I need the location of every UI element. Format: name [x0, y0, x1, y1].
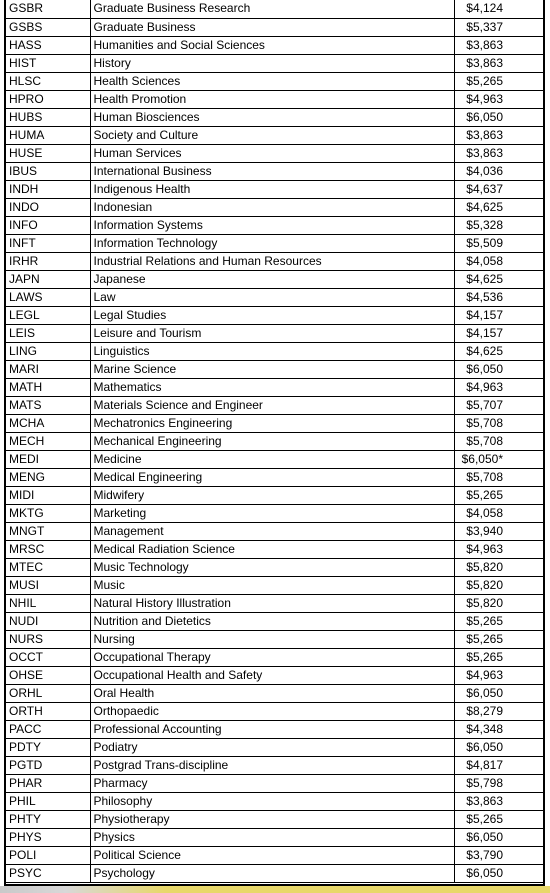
table-row [6, 468, 543, 486]
subject-code-cell: INDO [6, 198, 90, 216]
table-row [6, 846, 543, 864]
subject-code-cell: LEGL [6, 306, 90, 324]
subject-name-cell: Indigenous Health [90, 180, 454, 198]
fee-cell: $3,863 [454, 54, 543, 72]
table-row [6, 126, 543, 144]
table-row [6, 558, 543, 576]
fee-cell: $5,798 [454, 774, 543, 792]
table-row [6, 504, 543, 522]
subject-name-cell: Nutrition and Dietetics [90, 612, 454, 630]
subject-code-cell: PDTY [6, 738, 90, 756]
subject-code-cell: PHYS [6, 828, 90, 846]
fee-cell: $6,050 [454, 360, 543, 378]
subject-name-cell: Medical Engineering [90, 468, 454, 486]
table-row [6, 378, 543, 396]
subject-code-cell: GSBR [6, 0, 90, 18]
subject-code-cell: MEDI [6, 450, 90, 468]
subject-code-cell: MECH [6, 432, 90, 450]
subject-name-cell: Management [90, 522, 454, 540]
fee-cell: $5,265 [454, 486, 543, 504]
subject-name-cell: Psychology [90, 864, 454, 882]
subject-name-cell: Postgrad Trans-discipline [90, 756, 454, 774]
table-row [6, 810, 543, 828]
subject-name-cell: Occupational Therapy [90, 648, 454, 666]
fee-cell: $5,265 [454, 648, 543, 666]
subject-code-cell: LING [6, 342, 90, 360]
subject-name-cell: Podiatry [90, 738, 454, 756]
subject-code-cell: MUSI [6, 576, 90, 594]
subject-code-cell: MRSC [6, 540, 90, 558]
table-row [6, 198, 543, 216]
fee-cell: $4,963 [454, 90, 543, 108]
subject-code-cell: PACC [6, 720, 90, 738]
subject-code-cell: PHIL [6, 792, 90, 810]
fee-cell: $4,963 [454, 378, 543, 396]
fee-cell: $6,050 [454, 684, 543, 702]
subject-name-cell: Linguistics [90, 342, 454, 360]
subject-name-cell: Philosophy [90, 792, 454, 810]
table-row [6, 306, 543, 324]
fee-cell: $4,625 [454, 270, 543, 288]
subject-code-cell: MIDI [6, 486, 90, 504]
subject-code-cell: OCCT [6, 648, 90, 666]
subject-name-cell: Graduate Business [90, 18, 454, 36]
table-row [6, 108, 543, 126]
fee-cell: $4,157 [454, 324, 543, 342]
subject-name-cell: Marine Science [90, 360, 454, 378]
subject-name-cell: Human Services [90, 144, 454, 162]
subject-name-cell: Physiotherapy [90, 810, 454, 828]
table-row [6, 576, 543, 594]
subject-name-cell: Music Technology [90, 558, 454, 576]
subject-name-cell: History [90, 54, 454, 72]
subject-code-cell: NHIL [6, 594, 90, 612]
course-fee-table [6, 0, 543, 883]
table-row [6, 594, 543, 612]
table-row [6, 162, 543, 180]
table-row [6, 90, 543, 108]
fee-cell: $4,157 [454, 306, 543, 324]
subject-name-cell: Health Promotion [90, 90, 454, 108]
subject-name-cell: Nursing [90, 630, 454, 648]
subject-name-cell: Japanese [90, 270, 454, 288]
subject-code-cell: HUBS [6, 108, 90, 126]
table-row [6, 324, 543, 342]
table-row [6, 432, 543, 450]
subject-code-cell: HUMA [6, 126, 90, 144]
fee-cell: $3,863 [454, 792, 543, 810]
subject-name-cell: Indonesian [90, 198, 454, 216]
fee-cell: $3,790 [454, 846, 543, 864]
subject-code-cell: ORHL [6, 684, 90, 702]
subject-code-cell: PHTY [6, 810, 90, 828]
table-row [6, 36, 543, 54]
subject-code-cell: NUDI [6, 612, 90, 630]
fee-cell: $5,708 [454, 414, 543, 432]
table-row [6, 54, 543, 72]
subject-code-cell: ORTH [6, 702, 90, 720]
subject-name-cell: Professional Accounting [90, 720, 454, 738]
fee-table-container [4, 0, 545, 886]
subject-name-cell: Information Technology [90, 234, 454, 252]
fee-cell: $5,820 [454, 558, 543, 576]
subject-code-cell: JAPN [6, 270, 90, 288]
table-row [6, 252, 543, 270]
fee-cell: $4,036 [454, 162, 543, 180]
table-row [6, 756, 543, 774]
subject-code-cell: MARI [6, 360, 90, 378]
table-row [6, 234, 543, 252]
subject-code-cell: MATS [6, 396, 90, 414]
subject-name-cell: Political Science [90, 846, 454, 864]
subject-name-cell: Materials Science and Engineer [90, 396, 454, 414]
subject-code-cell: INFT [6, 234, 90, 252]
fee-cell: $4,124 [454, 0, 543, 18]
fee-cell: $4,536 [454, 288, 543, 306]
fee-cell: $3,863 [454, 36, 543, 54]
fee-cell: $4,625 [454, 198, 543, 216]
subject-name-cell: Graduate Business Research [90, 0, 454, 18]
subject-code-cell: NURS [6, 630, 90, 648]
table-row [6, 828, 543, 846]
table-row [6, 0, 543, 18]
table-row [6, 612, 543, 630]
table-row [6, 540, 543, 558]
subject-code-cell: GSBS [6, 18, 90, 36]
fee-cell: $6,050* [454, 450, 543, 468]
table-row [6, 144, 543, 162]
subject-name-cell: Medical Radiation Science [90, 540, 454, 558]
fee-cell: $4,963 [454, 540, 543, 558]
subject-code-cell: INFO [6, 216, 90, 234]
table-row [6, 702, 543, 720]
subject-name-cell: Mechanical Engineering [90, 432, 454, 450]
subject-code-cell: HPRO [6, 90, 90, 108]
subject-name-cell: Midwifery [90, 486, 454, 504]
fee-cell: $5,707 [454, 396, 543, 414]
table-row [6, 792, 543, 810]
table-row [6, 360, 543, 378]
fee-cell: $5,265 [454, 630, 543, 648]
subject-code-cell: HASS [6, 36, 90, 54]
subject-code-cell: PSYC [6, 864, 90, 882]
table-row [6, 450, 543, 468]
table-row [6, 216, 543, 234]
subject-name-cell: Society and Culture [90, 126, 454, 144]
subject-name-cell: Human Biosciences [90, 108, 454, 126]
fee-cell: $4,348 [454, 720, 543, 738]
subject-name-cell: Oral Health [90, 684, 454, 702]
table-row [6, 864, 543, 882]
table-row [6, 648, 543, 666]
subject-name-cell: Orthopaedic [90, 702, 454, 720]
table-row [6, 180, 543, 198]
fee-cell: $3,863 [454, 144, 543, 162]
subject-name-cell: Occupational Health and Safety [90, 666, 454, 684]
fee-cell: $5,265 [454, 612, 543, 630]
subject-code-cell: HUSE [6, 144, 90, 162]
fee-cell: $5,337 [454, 18, 543, 36]
fee-cell: $6,050 [454, 738, 543, 756]
table-row [6, 720, 543, 738]
subject-code-cell: MTEC [6, 558, 90, 576]
subject-code-cell: POLI [6, 846, 90, 864]
fee-cell: $4,637 [454, 180, 543, 198]
subject-name-cell: Marketing [90, 504, 454, 522]
table-row [6, 270, 543, 288]
fee-cell: $3,940 [454, 522, 543, 540]
fee-cell: $5,509 [454, 234, 543, 252]
fee-cell: $8,279 [454, 702, 543, 720]
subject-name-cell: Music [90, 576, 454, 594]
subject-name-cell: Health Sciences [90, 72, 454, 90]
table-row [6, 774, 543, 792]
fee-cell: $6,050 [454, 828, 543, 846]
table-row [6, 396, 543, 414]
subject-name-cell: Medicine [90, 450, 454, 468]
fee-cell: $5,265 [454, 72, 543, 90]
subject-code-cell: MENG [6, 468, 90, 486]
subject-name-cell: Legal Studies [90, 306, 454, 324]
subject-name-cell: Natural History Illustration [90, 594, 454, 612]
table-row [6, 288, 543, 306]
fee-cell: $4,817 [454, 756, 543, 774]
fee-cell: $5,328 [454, 216, 543, 234]
subject-name-cell: Pharmacy [90, 774, 454, 792]
fee-cell: $5,265 [454, 810, 543, 828]
subject-name-cell: International Business [90, 162, 454, 180]
table-row [6, 522, 543, 540]
fee-cell: $3,863 [454, 126, 543, 144]
subject-name-cell: Information Systems [90, 216, 454, 234]
fee-cell: $5,708 [454, 432, 543, 450]
table-row [6, 342, 543, 360]
subject-name-cell: Leisure and Tourism [90, 324, 454, 342]
subject-name-cell: Mechatronics Engineering [90, 414, 454, 432]
subject-code-cell: LAWS [6, 288, 90, 306]
fee-cell: $4,963 [454, 666, 543, 684]
subject-code-cell: IBUS [6, 162, 90, 180]
fee-cell: $5,820 [454, 576, 543, 594]
subject-code-cell: OHSE [6, 666, 90, 684]
subject-name-cell: Industrial Relations and Human Resources [90, 252, 454, 270]
subject-code-cell: HIST [6, 54, 90, 72]
table-row [6, 414, 543, 432]
table-row [6, 72, 543, 90]
subject-name-cell: Physics [90, 828, 454, 846]
subject-name-cell: Humanities and Social Sciences [90, 36, 454, 54]
fee-cell: $6,050 [454, 108, 543, 126]
table-row [6, 18, 543, 36]
subject-code-cell: PHAR [6, 774, 90, 792]
fee-cell: $4,625 [454, 342, 543, 360]
subject-code-cell: MNGT [6, 522, 90, 540]
subject-code-cell: MKTG [6, 504, 90, 522]
bottom-edge-strip [0, 886, 550, 893]
subject-code-cell: IRHR [6, 252, 90, 270]
fee-cell: $5,820 [454, 594, 543, 612]
fee-cell: $5,708 [454, 468, 543, 486]
subject-code-cell: PGTD [6, 756, 90, 774]
subject-code-cell: LEIS [6, 324, 90, 342]
subject-code-cell: MCHA [6, 414, 90, 432]
table-row [6, 630, 543, 648]
fee-cell: $4,058 [454, 252, 543, 270]
table-row [6, 738, 543, 756]
course-fee-table-body [6, 0, 543, 882]
subject-code-cell: MATH [6, 378, 90, 396]
fee-cell: $6,050 [454, 864, 543, 882]
subject-name-cell: Mathematics [90, 378, 454, 396]
table-row [6, 684, 543, 702]
table-row [6, 486, 543, 504]
subject-code-cell: HLSC [6, 72, 90, 90]
subject-code-cell: INDH [6, 180, 90, 198]
fee-cell: $4,058 [454, 504, 543, 522]
table-row [6, 666, 543, 684]
subject-name-cell: Law [90, 288, 454, 306]
